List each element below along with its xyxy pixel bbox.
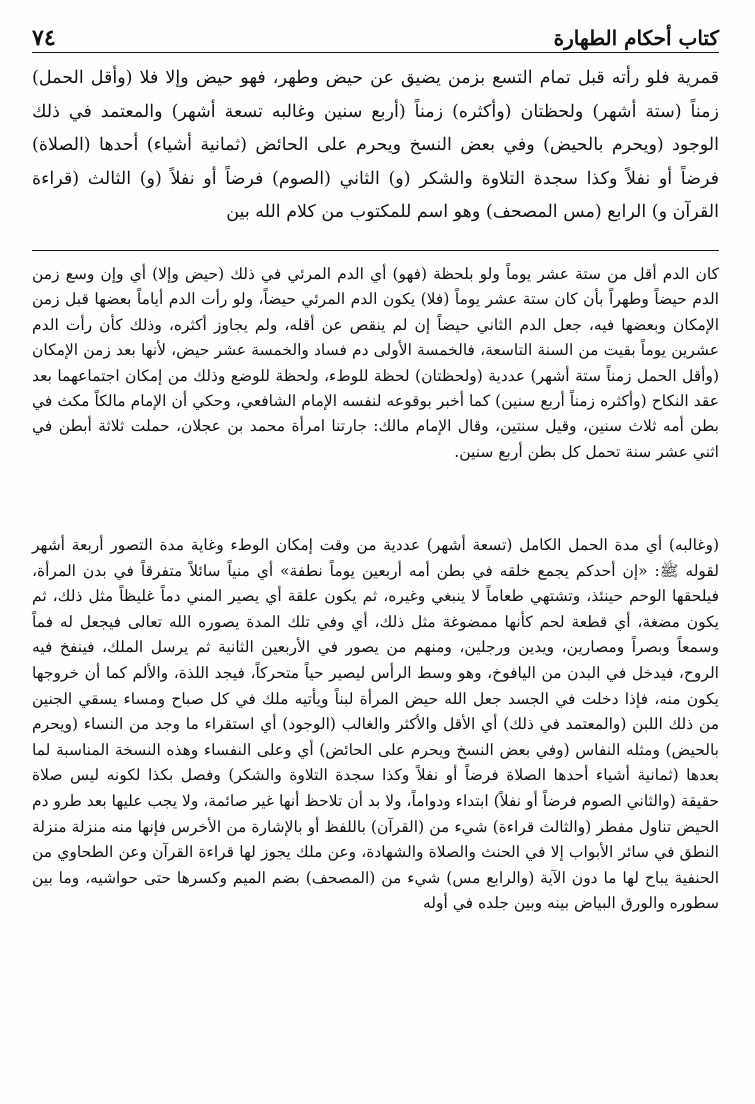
book-title: كتاب أحكام الطهارة — [553, 26, 719, 50]
page-header — [32, 18, 719, 53]
separator-line — [32, 250, 719, 251]
main-text: قمرية فلو رأته قبل تمام التسع بزمن يضيق عن حيض وطهر، فهو حيض وإلا فلا (وأقل الحمل) زمناً (ستة أشهر) ولحظتان (وأكثره) زمناً (أربع سنين وغالبه تسعة أشهر) والمعتمد في ذلك الوجود (ويحرم بالحيض) وفي بعض النسخ ويحرم على الحائض (ثمانية أشياء) أحدها (الصلاة) فرضاً أو نفلاً وكذا سجدة التلاوة والشكر (و) الثاني (الصوم) فرضاً أو نفلاً (و) الثالث (قراءة القرآن و) الرابع (مس المصحف) وهو اسم للمكتوب من كلام الله بين — [32, 68, 719, 223]
page-number: ٧٤ — [32, 25, 56, 51]
commentary-paragraph-1: كان الدم أقل من ستة عشر يوماً ولو بلحظة (فهو) أي الدم المرئي في ذلك (حيض وإلا) أي وإن وسع زمن الدم حيضاً وطهراً بأن كان ستة عشر يوماً (فلا) يكون الدم المرئي حيضاً، ولو رأت الدم أياماً بعضها قبل زمن الإمكان وبعضها فيه، جعل الدم الثاني حيضاً إن لم ينقص عن أقله، ولم يجاوز أكثره، وذلك كأن رأت الدم عشرين يوماً بقيت من السنة التاسعة، فالخمسة الأولى دم فساد والخمسة عشر حيض، لأنها بعد زمن الإمكان (وأقل الحمل زمناً ستة أشهر) عددية (ولحظتان) لحظة للوطء، ولحظة للوضع وذلك من إمكان اجتماعهما بعد عقد النكاح (وأكثره زمناً أربع سنين) كما أخبر بوقوعه لنفسه الإمام الشافعي، وحكي أن الإمام مالكاً مكث في بطن أمه ثلاث سنين، وقيل سنتين، وقال الإمام مالك: جارتنا امرأة محمد بن عجلان، حملت ثلاثة أبطن في اثني عشر سنة تحمل كل بطن أربع سنين. — [32, 265, 719, 461]
commentary-paragraph-2: (وغالبه) أي مدة الحمل الكامل (تسعة أشهر) عددية من وقت إمكان الوطء وغاية مدة التصور أربعة أشهر لقوله ﷺ: «إن أحدكم يجمع خلقه في بطن أمه أربعين يوماً نطفة» أي منياً سائلاً متفرقاً في بدن المرأة، فيلحقها الوحم حينئذ، وتشتهي طعاماً لا ينبغي وغيره، ثم يكون علقة أي يصير المني دماً غليظاً مثل ذلك، ثم يكون مضغة، أي قطعة لحم كأنها ممضوغة مثل ذلك، أي وفي تلك المدة يصوره الله تعالى فيجعل له فماً وسمعاً وبصراً ومصارين، ويدين ورجلين، ومنهم من يصور في الأربعين الثانية ثم يرسل الملك، فينفخ فيه الروح، فيدخل في البدن من اليافوخ، وهو وسط الرأس ليصير حياً متحركاً، فيجد اللذة، والألم كما أن خروجها يكون منه، فإذا دخلت في الجسد جعل الله حيض المرأة لبناً ويأتيه ملك في كل صباح ومساء يسقي الجنين من ذلك اللبن (والمعتمد في ذلك) أي الأقل والأكثر والغالب (الوجود) أي استقراء ما وجد من النساء (ويحرم بالحيض) ومثله النفاس (وفي بعض النسخ ويحرم على الحائض) أي وعلى النفساء وهذه النسخة المناسبة لما بعدها (ثمانية أشياء أحدها الصلاة فرضاً أو نفلاً وكذا سجدة التلاوة والشكر) وفصل بكذا لكونه ليس صلاة حقيقة (والثاني الصوم فرضاً أو نفلاً) ابتداء ودواماً، ولا بد أن تلاحظ أنها غير صائمة، ولا يجب عليها بعد طرو دم الحيض تناول مفطر (والثالث قراءة) شيء من (القرآن) باللفظ أو بالإشارة من الأخرس فإنها منه منزلة منزلة النطق في سائر الأبواب إلا في الحنث والصلاة والشهادة، وعن ملك يجوز لها قراءة القرآن وعن الطحاوي من الحنفية يباح لها ما دون الآية (والرابع مس) شيء من (المصحف) بضم الميم وكسرها حتى حواشيه، وما بين سطوره والورق البياض بينه وبين جلده في أوله — [32, 536, 719, 913]
